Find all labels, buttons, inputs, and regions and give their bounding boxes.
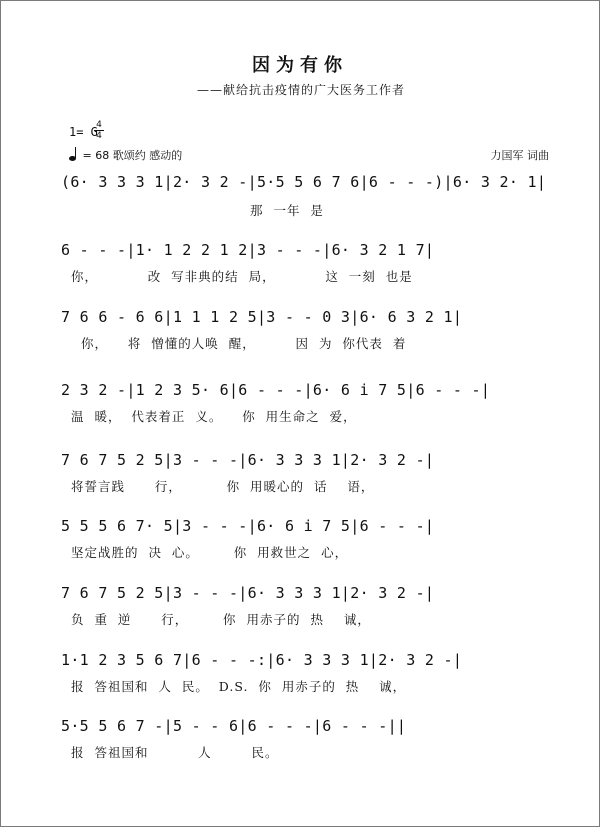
lyric-line-1: 那 一年 是 [71,203,324,218]
music-line-1: (6· 3 3 3 1|2· 3 2 -|5·5 5 6 7 6|6 - - -)|6· 3 2· 1| [61,173,547,191]
tempo-text: = 68 歌颂约 感动的 [82,149,183,162]
music-line-7: 7 6 7 5 2 5|3 - - -|6· 3 3 3 1|2· 3 2 -| [61,584,435,602]
song-title: 因为有你 [252,55,348,76]
music-line-2: 6 - - -|1· 1 2 2 1 2|3 - - -|6· 3 2 1 7| [61,241,435,259]
music-line-9: 5·5 5 6 7 -|5 - - 6|6 - - -|6 - - -|| [61,717,407,735]
time-signature [93,121,105,140]
lyric-line-9: 报 答祖国和 人 民。 [71,745,279,760]
tempo-marking [69,147,182,163]
song-subtitle: ——献给抗击疫情的广大医务工作者 [196,83,405,97]
lyric-line-7: 负 重 逆 行， 你 用赤子的 热 诚， [71,612,371,627]
music-line-3: 7 6 6 - 6 6|1 1 1 2 5|3 - - 0 3|6· 6 3 2 1| [61,308,463,326]
lyric-line-8: 报 答祖国和 人 民。 D.S. 你 用赤子的 热 诚， [71,679,407,694]
music-line-5: 7 6 7 5 2 5|3 - - -|6· 3 3 3 1|2· 3 2 -| [61,451,435,469]
meter-bottom: 4 [96,131,102,141]
composer-credit: 力国军 词曲 [490,149,549,162]
music-line-8: 1·1 2 3 5 6 7|6 - - -:|6· 3 3 3 1|2· 3 2 -| [61,651,463,669]
music-line-4: 2 3 2 -|1 2 3 5· 6|6 - - -|6· 6 i 7 5|6 - - -| [61,381,491,399]
lyric-line-5: 将誓言践 行， 你 用暖心的 话 语， [71,479,375,494]
lyric-line-4: 温 暖， 代表着正 义。 你 用生命之 爱， [71,409,357,424]
music-line-6: 5 5 5 6 7· 5|3 - - -|6· 6 i 7 5|6 - - -| [61,517,435,535]
lyric-line-6: 坚定战胜的 决 心。 你 用救世之 心， [71,545,349,560]
key-signature: 1= G [69,125,98,139]
lyric-line-2: 你， 改 写非典的结 局， 这 一刻 也是 [71,269,413,284]
lyric-line-3: 你， 将 憎懂的人唤 醒， 因 为 你代表 着 [71,336,407,351]
meter-top: 4 [96,120,102,130]
